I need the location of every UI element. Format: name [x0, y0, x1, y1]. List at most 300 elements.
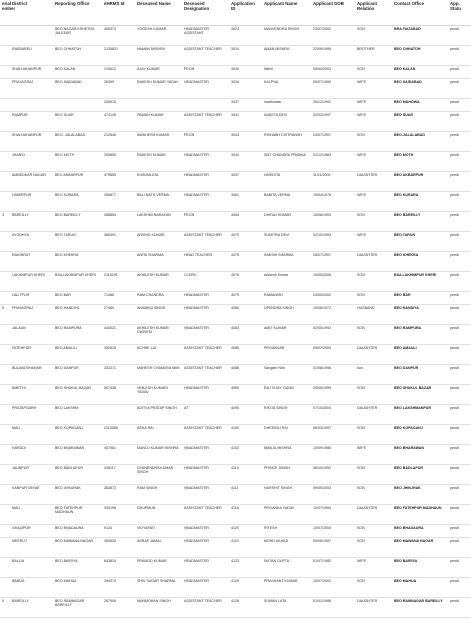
table-cell: DAUGHTER	[355, 505, 392, 525]
table-cell: MAU	[10, 505, 53, 525]
table-cell: WIFE	[355, 99, 392, 112]
table-cell	[0, 252, 10, 272]
column-header: Deceased Name	[135, 0, 182, 26]
table-cell: BEO AMAULI	[53, 345, 102, 365]
table-cell: 2135821	[102, 46, 135, 66]
table-cell: 3	[0, 212, 10, 232]
table-cell: BEO DANPUR	[53, 365, 102, 385]
table-cell: RAMPUR	[10, 112, 53, 132]
table-cell: 4095	[229, 405, 262, 425]
table-cell: DAUGHTER	[355, 598, 392, 618]
table-cell: 15/04/1978	[311, 192, 355, 212]
table-cell: ANAMIKA SINGH	[135, 305, 182, 325]
table-cell: BEO BADLAPUR	[392, 465, 448, 485]
table-cell: SON	[355, 425, 392, 445]
table-cell: pendi	[448, 538, 471, 558]
table-cell: 3023	[229, 26, 262, 46]
table-cell: BEO MAWANA NAGAR	[392, 538, 448, 558]
table-cell: HEADMASTER	[182, 465, 229, 485]
table-cell: BEO LAKSHM	[53, 405, 102, 425]
table-cell: BEO BHADAURA	[392, 525, 448, 538]
table-cell: AMAN MISHRA	[262, 46, 311, 66]
table-cell: DHUPMUN	[135, 505, 182, 525]
table-row	[0, 232, 471, 252]
table-cell: 07/10/2004	[311, 405, 355, 425]
table-cell: 02/10/1993	[311, 232, 355, 252]
table-cell: BEO SAIDABAD	[53, 79, 102, 99]
table-cell: HEADMASTER	[182, 305, 229, 325]
table-row	[0, 305, 471, 325]
table-row	[0, 79, 471, 99]
table-cell: BAREILLY	[10, 598, 53, 618]
table-cell: 02/05/1992	[311, 325, 355, 345]
table-cell: 3047	[229, 172, 262, 192]
table-cell: VIMLESH KUMARI YADAV	[135, 385, 182, 405]
table-cell: SUMAN LATA	[262, 598, 311, 618]
column-header: App. Statu	[448, 0, 471, 26]
table-cell: Sangam Nim	[262, 365, 311, 385]
table-cell: pendi	[448, 99, 471, 112]
table-cell	[10, 26, 53, 46]
table-cell: RISHABH CHITRANSH	[262, 132, 311, 152]
table-cell: HEADMASTER	[182, 172, 229, 192]
table-cell: 71488	[102, 292, 135, 305]
table-cell: SUMITRA DEVI	[262, 232, 311, 252]
table-cell: PEON	[182, 132, 229, 152]
table-cell: BEO MAHOWA	[392, 99, 448, 112]
table-cell	[53, 99, 102, 112]
table-cell	[0, 525, 10, 538]
table-cell: 394374	[102, 578, 135, 598]
table-cell: DHEERAJ RAI	[262, 425, 311, 445]
table-cell: BEO LAKSHMANPUR	[392, 405, 448, 425]
table-cell: 440021	[102, 325, 135, 345]
table-cell: YOGESH KUMAR	[135, 26, 182, 46]
table-cell: 457061	[102, 445, 135, 465]
column-header: Applicant DOB	[311, 0, 355, 26]
table-cell: 485491	[102, 232, 135, 252]
table-cell: SAKSHI SHARMA	[262, 252, 311, 272]
table-cell: Nikhil	[262, 66, 311, 79]
table-cell: 263872	[102, 485, 135, 505]
table-cell	[0, 292, 10, 305]
table-row	[0, 385, 471, 405]
table-cell: GYANENDRA KUMAR SINGH	[135, 465, 182, 485]
table-cell	[182, 99, 229, 112]
table-cell: 212846	[102, 132, 135, 152]
table-cell: PEON	[182, 212, 229, 232]
table-cell: ARVIND KUMAR	[135, 232, 182, 252]
table-cell: ANITA SHARMA	[135, 252, 182, 272]
table-row	[0, 99, 471, 112]
table-cell: pendi	[448, 465, 471, 485]
table-cell: RAEBARELI	[10, 46, 53, 66]
table-cell: HUSBAND	[355, 305, 392, 325]
table-cell	[0, 232, 10, 252]
table-cell: BEO KALAN	[392, 66, 448, 79]
table-cell: ADITYA PRATAP SINGH	[135, 405, 182, 425]
table-cell: SHIV SAGAR SHARMA	[135, 578, 182, 598]
table-cell: 4064	[229, 212, 262, 232]
table-row	[0, 212, 471, 232]
table-cell: BEO SHUKUL BAZAR	[53, 385, 102, 405]
table-cell: 24/07/1997	[311, 132, 355, 152]
table-cell: 05/04/2003	[311, 66, 355, 79]
table-cell: pendi	[448, 405, 471, 425]
header-row	[0, 0, 471, 26]
table-header	[0, 0, 471, 26]
table-cell: RAM SINGH	[135, 485, 182, 505]
table-cell: BEO KOPAGANJ	[53, 425, 102, 445]
table-cell	[0, 578, 10, 598]
table-cell: BEO JHINJHAK	[53, 485, 102, 505]
table-cell: BAREILLY	[10, 212, 53, 232]
table-cell: DAUGHTER	[355, 172, 392, 192]
table-cell: 10/05/2005	[311, 272, 355, 292]
table-cell: BALI NATH VERMA	[135, 192, 182, 212]
table-cell: BEO AKBARPUR	[392, 172, 448, 192]
table-cell: BEO BAREILLY	[53, 212, 102, 232]
table-cell: RAMANISH	[262, 292, 311, 305]
table-cell	[102, 405, 135, 425]
table-cell: RAKESH KUMAR YADAV	[135, 79, 182, 99]
column-header: erial ember	[0, 0, 10, 26]
table-cell: BEO BAIRIYA	[53, 558, 102, 578]
table-cell: SHAHJAHANPUR	[10, 66, 53, 79]
table-cell: 309855	[102, 152, 135, 172]
table-cell: BEO SUAR	[392, 112, 448, 132]
table-cell: pendi	[448, 232, 471, 252]
table-cell: pendi	[448, 485, 471, 505]
table-cell: BEO NAGAR KSHETRA JALESAR	[53, 26, 102, 46]
table-cell: PRAYAGRAJ	[10, 305, 53, 325]
table-cell: SHAHJAHANPUR	[10, 132, 53, 152]
table-cell: BEO CHHATOH	[392, 46, 448, 66]
table-cell: SON	[355, 525, 392, 538]
table-cell: CLERK	[182, 272, 229, 292]
table-cell: 2115291	[102, 272, 135, 292]
table-cell: BSA LAKHIMPUR KHERI	[53, 272, 102, 292]
table-cell: WIFE	[355, 192, 392, 212]
table-row	[0, 485, 471, 505]
table-cell: MAHESH CHANDRA NIMI	[135, 365, 182, 385]
table-cell: 4078	[229, 272, 262, 292]
table-row	[0, 538, 471, 558]
table-cell: BEO AMAULI	[392, 345, 448, 365]
table-cell: SON	[355, 66, 392, 79]
table-cell: SON	[355, 292, 392, 305]
table-cell: pendi	[448, 505, 471, 525]
table-cell: 4079	[229, 292, 262, 305]
table-cell: SON	[355, 132, 392, 152]
table-cell	[0, 272, 10, 292]
table-cell	[0, 538, 10, 558]
table-cell: BEO RAMNAGAR BAREILLY	[53, 598, 102, 618]
table-cell: VIDYAPATI	[135, 525, 182, 538]
table-cell	[0, 465, 10, 485]
table-cell: UPENDRA SINGH	[262, 305, 311, 325]
table-cell: 3041	[229, 112, 262, 132]
table-cell: HEADMASTER	[182, 325, 229, 345]
table-cell: BEO KHEKRA	[53, 252, 102, 272]
table-row	[0, 192, 471, 212]
table-cell	[10, 99, 53, 112]
table-cell: BEO HANDIYA	[53, 305, 102, 325]
table-cell: MANMOHAN SINGH	[135, 598, 182, 618]
table-cell: DAUGHTER	[355, 345, 392, 365]
table-cell: 09/08/1997	[311, 538, 355, 558]
table-cell: 12/07/1994	[311, 505, 355, 525]
table-cell: 4075	[229, 252, 262, 272]
table-cell: BEO FATEHPUR MADHAUN	[53, 505, 102, 525]
table-cell: JHANSI	[10, 152, 53, 172]
table-cell: BEO KURARA	[392, 192, 448, 212]
table-cell: BEO BAR	[53, 292, 102, 305]
table-cell: BEO AKBARPUR	[53, 172, 102, 192]
table-row	[0, 292, 471, 305]
table-cell: pendi	[448, 578, 471, 598]
table-cell: 01/12/1983	[311, 152, 355, 172]
table-cell: 4102	[229, 445, 262, 465]
table-cell: RIKITA SINGH	[262, 405, 311, 425]
table-cell: ACHHE LAL	[135, 345, 182, 365]
column-header: Reporting Office	[53, 0, 102, 26]
table-cell: 4083	[229, 325, 262, 345]
table-cell: BEO BHADAURA	[53, 525, 102, 538]
table-cell: 0	[0, 598, 10, 618]
table-cell: pendi	[448, 66, 471, 79]
table-cell: 5	[0, 305, 10, 325]
table-cell: 2113085	[102, 425, 135, 445]
column-header: Applicant Relation	[355, 0, 392, 26]
table-cell: JAUNPUR	[10, 465, 53, 485]
table-cell: pendi	[448, 252, 471, 272]
table-cell	[0, 172, 10, 192]
table-row	[0, 558, 471, 578]
table-row	[0, 345, 471, 365]
table-cell: AMBEDKAR NAGAR	[10, 172, 53, 192]
table-cell: AMETHI	[10, 385, 53, 405]
table-cell: pendi	[448, 272, 471, 292]
table-cell: pendi	[448, 79, 471, 99]
table-cell: pendi	[448, 365, 471, 385]
table-row	[0, 272, 471, 292]
table-cell: 4120	[229, 525, 262, 538]
table-cell: HEADMASTER	[182, 558, 229, 578]
table-cell: 408373	[102, 26, 135, 46]
column-header: District	[10, 0, 53, 26]
table-cell: 9124	[102, 525, 135, 538]
table-cell: LAKHIMPUR KHERI	[10, 272, 53, 292]
table-cell: KANPUR DEHAT	[10, 485, 53, 505]
table-row	[0, 525, 471, 538]
table-cell: AYODHYA	[10, 232, 53, 252]
table-cell: ASRAF JAMAL	[135, 538, 182, 558]
table-cell: HEADMASTER	[182, 192, 229, 212]
table-cell: 15/07/2002	[311, 578, 355, 598]
table-cell: 15/06/1972	[311, 305, 355, 325]
table-cell	[0, 325, 10, 345]
table-cell: BEO-JALALABAD	[392, 132, 448, 152]
table-cell: 4123	[229, 558, 262, 578]
table-cell: AMIT KUMAR	[262, 325, 311, 345]
table-cell: FATEHPUR	[10, 345, 53, 365]
table-cell: Anikesh Kumar	[262, 272, 311, 292]
table-cell: BEO TARUN	[53, 232, 102, 252]
table-cell: pendi	[448, 345, 471, 365]
table-cell: BEO KURARA	[53, 192, 102, 212]
table-cell: 219512	[102, 66, 135, 79]
table-cell: MANVENDRA SINGH	[262, 26, 311, 46]
table-row	[0, 132, 471, 152]
table-cell	[0, 405, 10, 425]
table-cell: BEO- JALALABAD	[53, 132, 102, 152]
table-cell: 507438	[102, 385, 135, 405]
table-row	[0, 66, 471, 79]
table-cell	[0, 345, 10, 365]
table-cell: HEADMASTER	[182, 79, 229, 99]
table-cell: ASSISTANT TEACHER	[182, 345, 229, 365]
table-cell: BEO CHHATOH	[53, 46, 102, 66]
table-cell: PRIYANKA YADAV	[262, 505, 311, 525]
table-cell: BABITA VERMA	[262, 192, 311, 212]
table-cell: SON	[355, 385, 392, 405]
table-cell: AKHILESH KUMAR DWIVEDI	[135, 325, 182, 345]
table-cell: pendi	[448, 112, 471, 132]
table-row	[0, 365, 471, 385]
table-cell: 23/07/2002	[311, 26, 355, 46]
table-row	[0, 46, 471, 66]
table-cell: SON	[355, 212, 392, 232]
table-cell: BEO BHARAWAN	[53, 445, 102, 465]
table-cell: pendi	[448, 525, 471, 538]
table-cell: pendi	[448, 325, 471, 345]
table-cell: BEO MAHUA	[53, 578, 102, 598]
table-cell: ASSISTANT TEACHER	[182, 505, 229, 525]
table-cell: 09/07/1990	[311, 79, 355, 99]
table-cell: pendi	[448, 152, 471, 172]
table-cell: KUSUMLATA	[135, 172, 182, 192]
table-cell: RAIGHRAT	[10, 252, 53, 272]
table-cell: BEO RAMPURA	[53, 325, 102, 345]
table-cell: WIFE	[355, 232, 392, 252]
table-row	[0, 172, 471, 192]
table-cell: HARDOI	[10, 445, 53, 465]
table-cell: BEO MOTH	[392, 152, 448, 172]
table-cell: 479855	[102, 172, 135, 192]
table-cell: BEO BAR	[392, 292, 448, 305]
table-cell: BEO BAREILLY	[392, 212, 448, 232]
table-cell: 4088	[229, 365, 262, 385]
table-cell: AKHILESH KUMAR	[135, 272, 182, 292]
table-cell: 332371	[102, 365, 135, 385]
table-cell: 3030	[229, 66, 262, 79]
table-cell: ASSISTANT TEACHER	[182, 598, 229, 618]
table-cell	[0, 365, 10, 385]
column-header: Application ID	[229, 0, 262, 26]
table-cell: 4100	[229, 425, 262, 445]
table-cell: ASHA RAI	[135, 425, 182, 445]
table-cell: PRAMOD KUMAR	[135, 558, 182, 578]
table-cell: 3024	[229, 46, 262, 66]
table-cell: SMT CHANDRA PRABHA	[262, 152, 311, 172]
table-row	[0, 26, 471, 46]
table-cell: RAJ VIJAY YADAV	[262, 385, 311, 405]
table-cell: 4111	[229, 485, 262, 505]
table-cell: 15/08/1993	[311, 212, 355, 232]
table-cell: SON	[355, 325, 392, 345]
table-cell	[0, 66, 10, 79]
table-cell: WIFE	[355, 152, 392, 172]
table-row	[0, 465, 471, 485]
table-cell: MAU	[10, 425, 53, 445]
table-cell: PAWAN KUMAR	[135, 112, 182, 132]
table-cell	[0, 385, 10, 405]
table-cell: LAKSHMI NARAYAN	[135, 212, 182, 232]
table-cell: 28/07/1997	[311, 252, 355, 272]
table-cell: 4125	[229, 578, 262, 598]
table-row	[0, 252, 471, 272]
table-cell: BEO KALAN	[53, 66, 102, 79]
table-cell: AWDHESH KUMAR	[135, 132, 182, 152]
table-cell: DAUGHTER	[355, 405, 392, 425]
table-cell: PRIYANSAR	[262, 345, 311, 365]
table-cell: BEO SHUKUL BAZAR	[392, 385, 448, 405]
table-row	[0, 578, 471, 598]
table-cell: 26399	[102, 79, 135, 99]
table-cell: BEO BADLAPUR	[53, 465, 102, 485]
table-cell: 4085	[229, 345, 262, 365]
table-cell: 01/01/1998	[311, 598, 355, 618]
table-cell: MANJU MISHRA	[262, 445, 311, 465]
column-header: Applicant Name	[262, 0, 311, 26]
table-cell: GHAZIPUR	[10, 525, 53, 538]
table-cell: 267906	[102, 598, 135, 618]
table-cell	[0, 79, 10, 99]
table-cell: PRAYAGRAJ	[10, 79, 53, 99]
table-cell: 06/03/1997	[311, 425, 355, 445]
table-cell: BULANDSHAHAR	[10, 365, 53, 385]
table-cell: 29/05/1999	[311, 385, 355, 405]
table-cell: 345915	[102, 99, 135, 112]
table-cell	[0, 99, 10, 112]
table-cell: AJAY KUMAR	[135, 66, 182, 79]
table-cell: 4110	[229, 465, 262, 485]
table-cell: BANDA	[10, 578, 53, 598]
table-row	[0, 112, 471, 132]
table-cell: 3037	[229, 99, 262, 112]
table-cell: BEO TARUN	[392, 232, 448, 252]
table-cell: RAKESH KUMAR	[135, 152, 182, 172]
table-cell: WIFE	[355, 79, 392, 99]
table-cell: son	[355, 365, 392, 385]
table-cell: BROTHER	[355, 46, 392, 66]
table-cell: BEO FATEHPUR MADHAUN	[392, 505, 448, 525]
table-cell: BALLIA	[10, 558, 53, 578]
table-row	[0, 425, 471, 445]
table-cell: pendi	[448, 26, 471, 46]
table-cell: pendi	[448, 192, 471, 212]
table-cell: 4121	[229, 538, 262, 558]
table-cell: 306877	[102, 192, 135, 212]
table-cell: PRASHANT KUMAR	[262, 578, 311, 598]
table-cell: DAUGHTER	[355, 252, 392, 272]
table-cell: ASSISTANT TEACHER	[182, 425, 229, 445]
table-cell: 4126	[229, 598, 262, 618]
table-cell	[0, 26, 10, 46]
table-cell: WIFE	[355, 558, 392, 578]
table-cell: ASSISTANT TEACHER	[182, 232, 229, 252]
